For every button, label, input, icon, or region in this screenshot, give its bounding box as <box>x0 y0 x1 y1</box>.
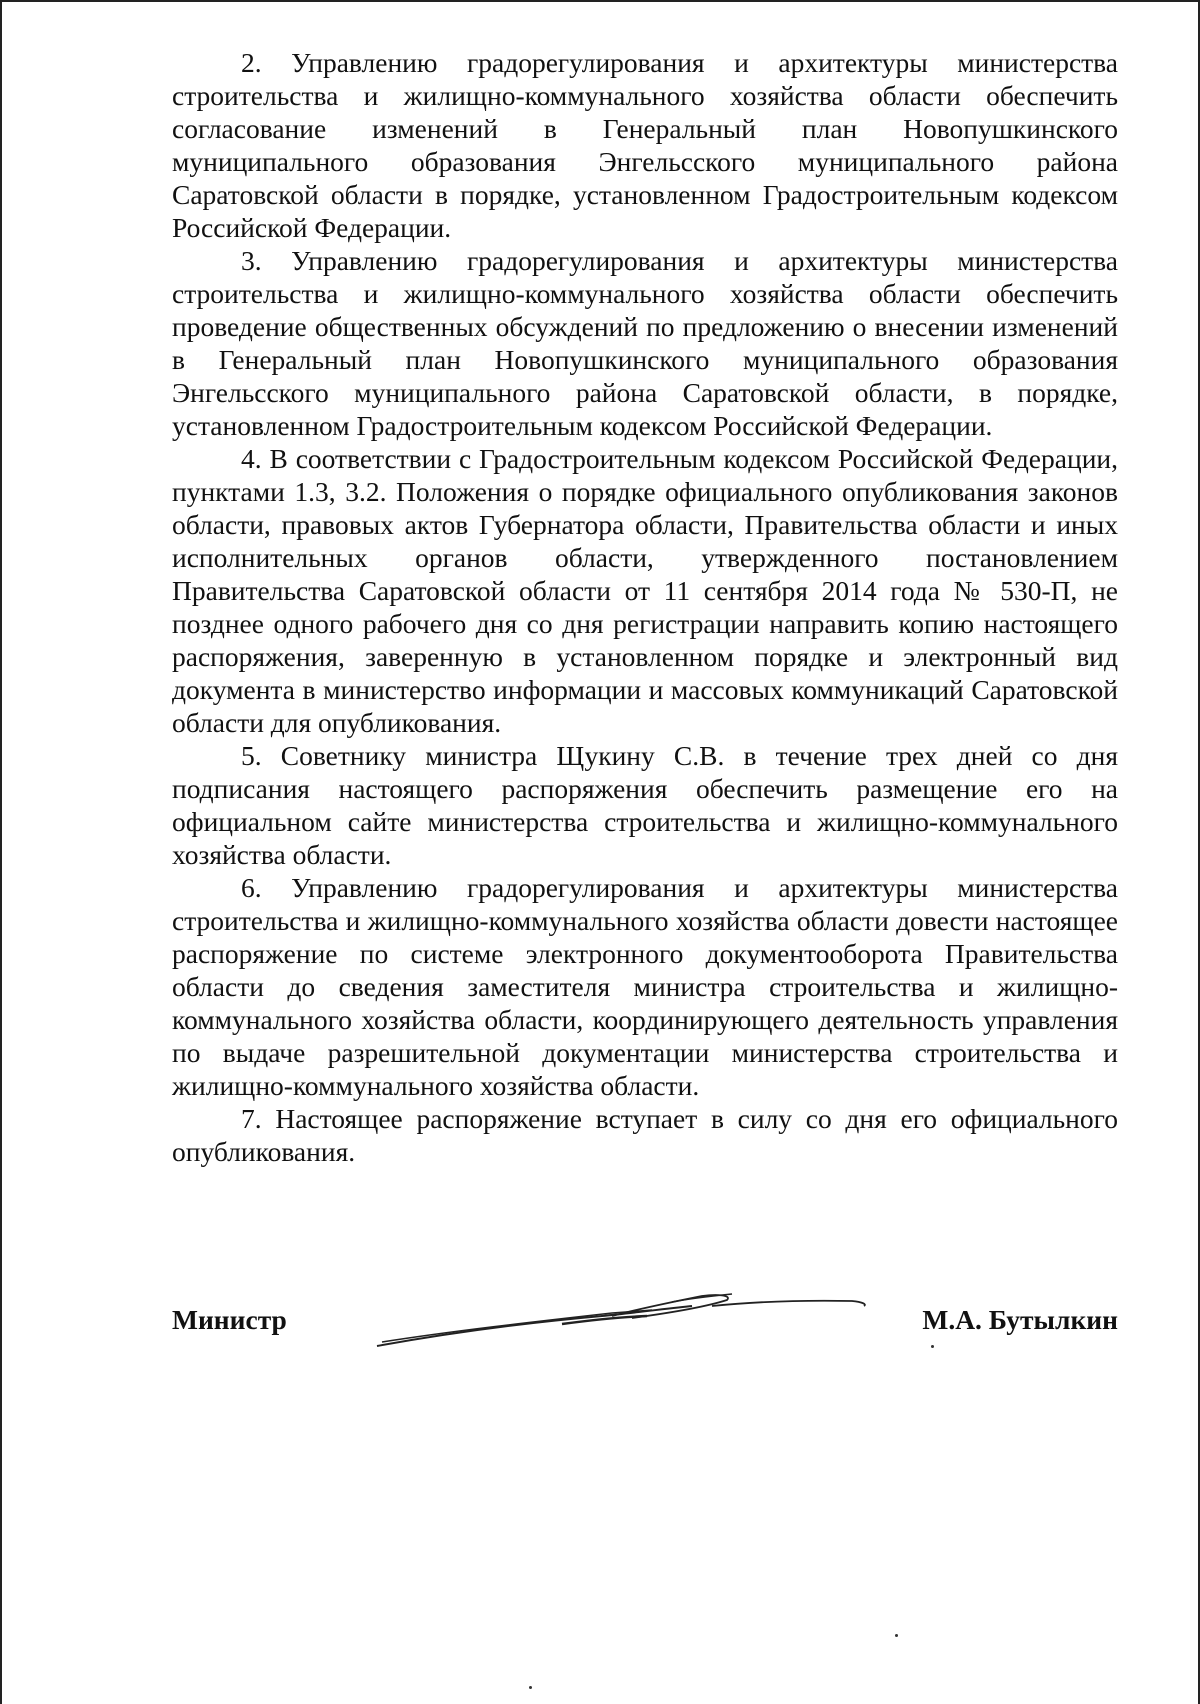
signatory-title: Министр <box>172 1304 287 1335</box>
paragraph-7: 7. Настоящее распоряжение вступает в силу со дня его официального опубликования. <box>172 1103 1118 1167</box>
paragraph-3: 3. Управлению градорегулирования и архитектуры министерства строительства и жилищно-коммунального хозяйства области обеспечить проведение общественных обсуждений по предложению о внесении изменений в Генеральный план Новопушкинского муниципального образования Энгельсского муниципального района Саратовской области, в порядке, установленном Градостроительным кодексом Российской Федерации. <box>172 245 1118 441</box>
signatory-name: М.А. Бутылкин <box>922 1304 1118 1335</box>
paragraph-5: 5. Советнику министра Щукину С.В. в течение трех дней со дня подписания настоящего распоряжения обеспечить размещение его на официальном сайте министерства строительства и жилищно-коммунального хозяйства области. <box>172 740 1118 870</box>
handwritten-signature <box>372 1286 872 1356</box>
paragraph-4: 4. В соответствии с Градостроительным кодексом Российской Федерации, пунктами 1.3, 3.2. Положения о порядке официального опубликования законов области, правовых актов Губернатора области, Правительства области и иных исполнительных органов области, утвержденного постановлением Правительства Саратовской области от 11 сентября 2014 года № 530-П, не позднее одного рабочего дня со дня регистрации направить копию настоящего распоряжения, заверенную в установленном порядке и электронный вид документа в министерство информации и массовых коммуникаций Саратовской области для опубликования. <box>172 443 1118 738</box>
paragraph-2: 2. Управлению градорегулирования и архитектуры министерства строительства и жилищно-коммунального хозяйства области обеспечить согласование изменений в Генеральный план Новопушкинского муниципального образования Энгельсского муниципального района Саратовской области в порядке, установленном Градостроительным кодексом Российской Федерации. <box>172 47 1118 243</box>
scan-speck <box>529 1686 532 1689</box>
signature-block <box>172 1298 1118 1358</box>
scan-speck <box>895 1634 898 1637</box>
paragraph-6: 6. Управлению градорегулирования и архитектуры министерства строительства и жилищно-коммунального хозяйства области довести настоящее распоряжение по системе электронного документооборота Правительства области до сведения заместителя министра строительства и жилищно-коммунального хозяйства области, координирующего деятельность управления по выдаче разрешительной документации министерства строительства и жилищно-коммунального хозяйства области. <box>172 872 1118 1101</box>
scan-speck <box>931 1345 934 1348</box>
document-body <box>172 46 1118 1168</box>
